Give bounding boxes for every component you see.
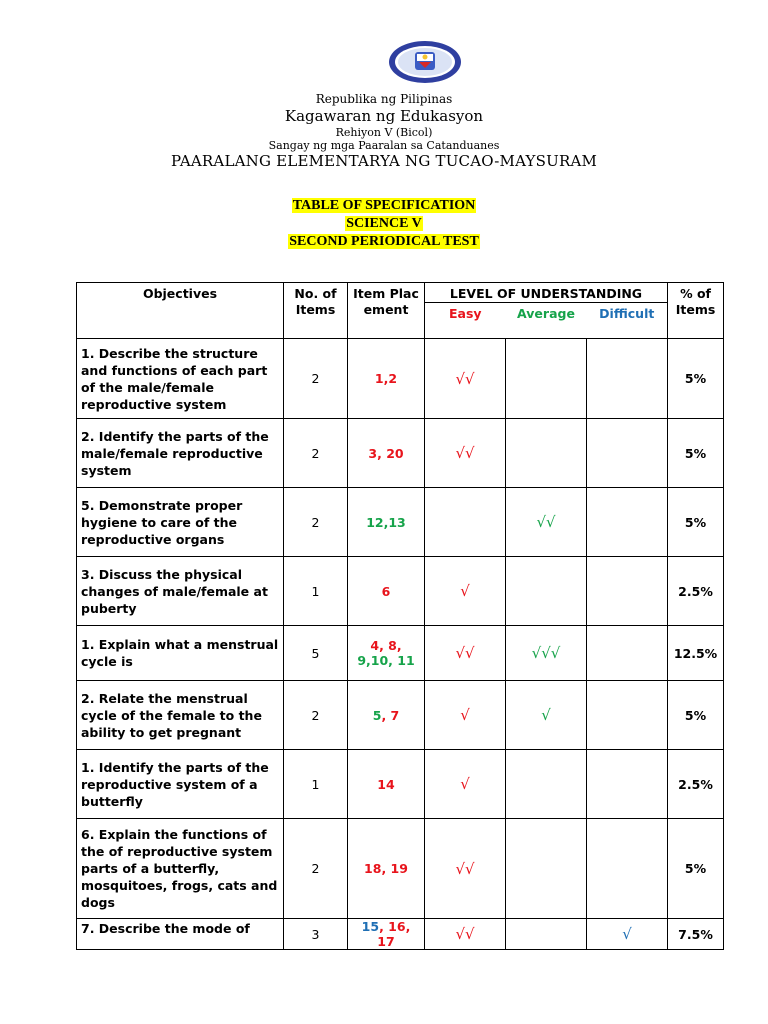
easy-check-cell: √√ <box>425 819 506 919</box>
difficult-check-cell <box>587 419 668 488</box>
item-number: 18, 19 <box>364 861 408 876</box>
difficult-check-cell <box>587 557 668 626</box>
table-row <box>77 750 724 819</box>
no-items-cell: 3 <box>284 919 348 950</box>
no-items-cell: 2 <box>284 819 348 919</box>
objective-cell: 2. Identify the parts of the male/female reproductive system <box>77 419 284 488</box>
pct-items-cell: 5% <box>668 681 724 750</box>
easy-check-cell: √√ <box>425 919 506 950</box>
item-number: 5 <box>372 707 382 723</box>
item-placement-cell <box>348 750 425 819</box>
pct-items-cell: 12.5% <box>668 626 724 681</box>
header-average: Average <box>506 303 587 339</box>
title-line-1: TABLE OF SPECIFICATION <box>292 198 476 213</box>
pct-items-cell: 2.5% <box>668 750 724 819</box>
title-line-3: SECOND PERIODICAL TEST <box>289 234 479 249</box>
table-row <box>77 681 724 750</box>
average-check-cell <box>506 557 587 626</box>
objective-cell: 1. Describe the structure and functions of each part of the male/female reproductive system <box>77 339 284 419</box>
no-items-cell: 2 <box>284 681 348 750</box>
item-number: 14 <box>377 776 395 792</box>
item-number: 9,10, 11 <box>357 653 415 668</box>
average-check-cell <box>506 819 587 919</box>
item-placement-cell <box>348 557 425 626</box>
pct-items-cell: 5% <box>668 819 724 919</box>
objective-cell: 6. Explain the functions of the of reproductive system parts of a butterfly, mosquitoes, frogs, cats and dogs <box>77 819 284 919</box>
item-number: 6 <box>381 583 391 599</box>
easy-check-cell: √√ <box>425 626 506 681</box>
title-line-2: SCIENCE V <box>346 216 422 231</box>
difficult-check-cell: √ <box>587 919 668 950</box>
average-check-cell: √√ <box>506 488 587 557</box>
easy-check-cell: √√ <box>425 419 506 488</box>
easy-check-cell: √ <box>425 750 506 819</box>
document-title <box>0 197 768 251</box>
difficult-check-cell <box>587 750 668 819</box>
header-difficult: Difficult <box>587 303 668 339</box>
item-number: , 16, 17 <box>377 919 411 949</box>
item-number: 15 <box>361 919 380 934</box>
item-placement-cell <box>348 339 425 419</box>
no-items-cell: 2 <box>284 339 348 419</box>
header-item-placement: Item Placement <box>348 283 425 339</box>
difficult-check-cell <box>587 681 668 750</box>
header-no-items: No. of Items <box>284 283 348 339</box>
no-items-cell: 2 <box>284 488 348 557</box>
deped-seal-icon <box>385 40 465 85</box>
header-level-of-understanding: LEVEL OF UNDERSTANDING <box>425 283 668 303</box>
item-number: 4, 8, <box>370 638 402 653</box>
table-row <box>77 626 724 681</box>
header-division: Sangay ng mga Paaralan sa Catanduanes <box>268 139 500 152</box>
no-items-cell: 1 <box>284 750 348 819</box>
item-placement-cell <box>348 626 425 681</box>
difficult-check-cell <box>587 626 668 681</box>
table-row <box>77 488 724 557</box>
item-number: 12,13 <box>366 514 406 530</box>
pct-items-cell: 5% <box>668 339 724 419</box>
average-check-cell <box>506 419 587 488</box>
objective-cell: 5. Demonstrate proper hygiene to care of the reproductive organs <box>77 488 284 557</box>
table-row <box>77 419 724 488</box>
average-check-cell <box>506 339 587 419</box>
item-placement-cell <box>348 488 425 557</box>
table-row <box>77 557 724 626</box>
objective-cell: 1. Explain what a menstrual cycle is <box>77 626 284 681</box>
pct-items-cell: 7.5% <box>668 919 724 950</box>
pct-items-cell: 2.5% <box>668 557 724 626</box>
table-row <box>77 339 724 419</box>
item-placement-cell <box>348 819 425 919</box>
specification-table <box>76 282 724 950</box>
easy-check-cell: √ <box>425 681 506 750</box>
pct-items-cell: 5% <box>668 488 724 557</box>
objective-cell: 7. Describe the mode of <box>77 919 284 950</box>
average-check-cell <box>506 919 587 950</box>
objective-cell: 1. Identify the parts of the reproductive system of a butterfly <box>77 750 284 819</box>
objective-cell: 3. Discuss the physical changes of male/female at puberty <box>77 557 284 626</box>
header-pct-items: % of Items <box>668 283 724 339</box>
item-number: 1,2 <box>374 371 398 386</box>
header-region: Rehiyon V (Bicol) <box>335 126 433 139</box>
easy-check-cell: √ <box>425 557 506 626</box>
no-items-cell: 5 <box>284 626 348 681</box>
item-placement-cell <box>348 681 425 750</box>
table-row <box>77 819 724 919</box>
table-row <box>77 919 724 950</box>
item-number: , 7 <box>381 707 400 723</box>
no-items-cell: 1 <box>284 557 348 626</box>
item-placement-cell <box>348 919 425 950</box>
difficult-check-cell <box>587 339 668 419</box>
average-check-cell: √ <box>506 681 587 750</box>
header-objectives: Objectives <box>77 283 284 339</box>
item-placement-cell <box>348 419 425 488</box>
average-check-cell <box>506 750 587 819</box>
item-number: 3, 20 <box>368 445 404 461</box>
no-items-cell: 2 <box>284 419 348 488</box>
objective-cell: 2. Relate the menstrual cycle of the female to the ability to get pregnant <box>77 681 284 750</box>
easy-check-cell <box>425 488 506 557</box>
difficult-check-cell <box>587 819 668 919</box>
easy-check-cell: √√ <box>425 339 506 419</box>
header-easy: Easy <box>425 303 506 339</box>
average-check-cell: √√√ <box>506 626 587 681</box>
header-department: Kagawaran ng Edukasyon <box>284 107 484 125</box>
difficult-check-cell <box>587 488 668 557</box>
pct-items-cell: 5% <box>668 419 724 488</box>
header-school: PAARALANG ELEMENTARYA NG TUCAO-MAYSURAM <box>170 152 598 170</box>
header-republic: Republika ng Pilipinas <box>315 92 453 106</box>
